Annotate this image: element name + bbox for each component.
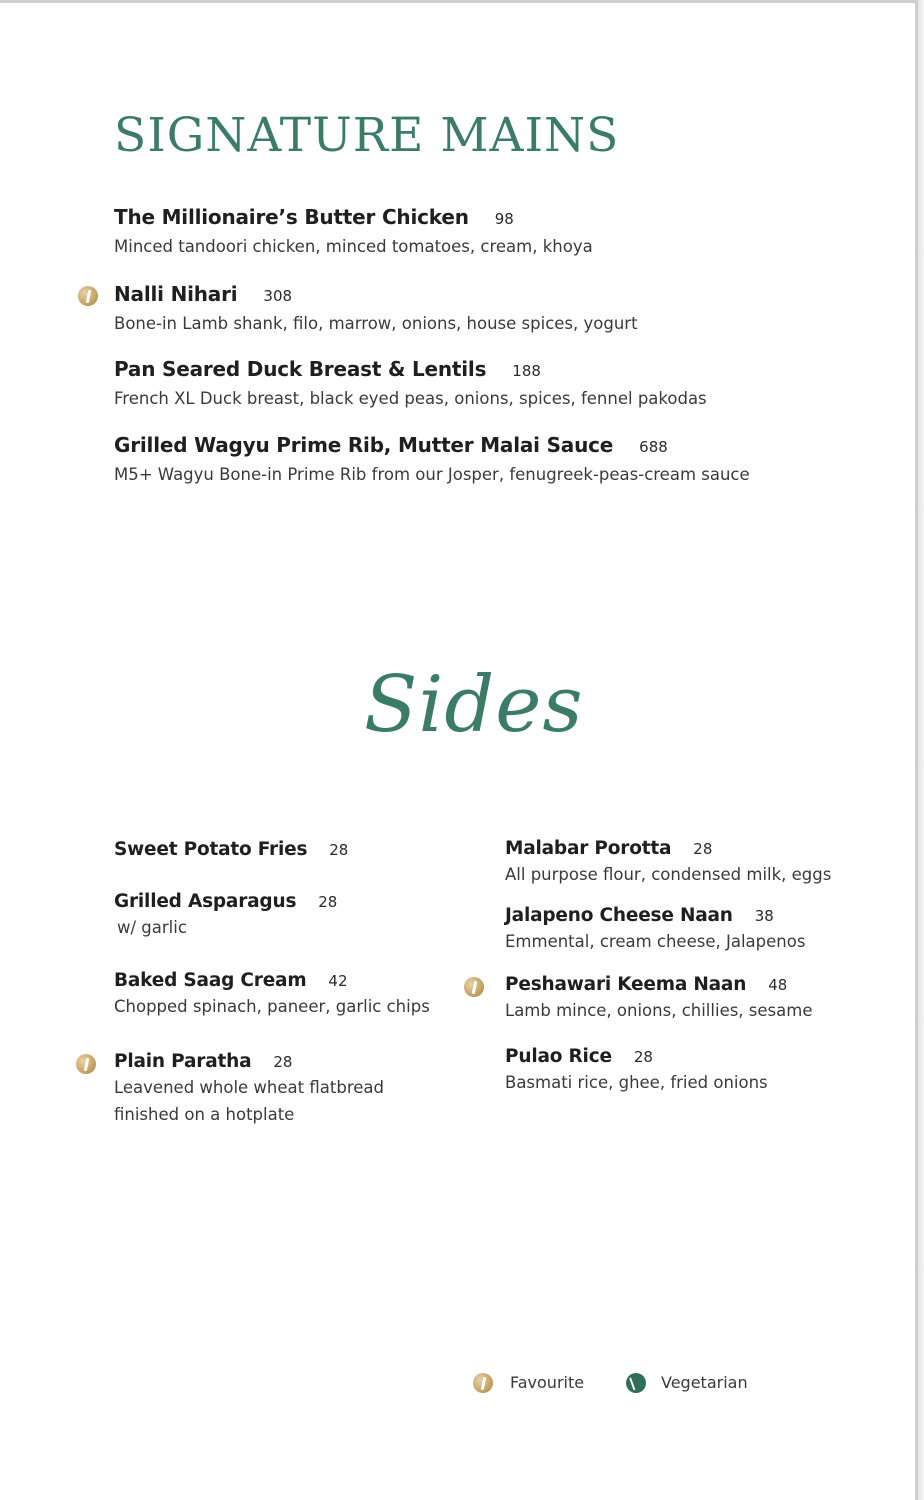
item-description-line-1: Leavened whole wheat flatbread	[114, 1078, 384, 1097]
side-item-malabar-porotta	[505, 838, 831, 888]
favourite-icon	[76, 1054, 96, 1074]
item-price: 28	[633, 1048, 653, 1066]
item-description: Lamb mince, onions, chillies, sesame	[505, 1001, 813, 1020]
item-name: The Millionaire’s Butter Chicken	[114, 205, 469, 229]
item-price: 38	[754, 907, 774, 925]
item-name: Malabar Porotta	[505, 838, 672, 859]
side-item-pulao-rice	[505, 1046, 768, 1096]
item-description: French XL Duck breast, black eyed peas, onions, spices, fennel pakodas	[114, 389, 707, 408]
item-price: 28	[318, 893, 338, 911]
item-name: Sweet Potato Fries	[114, 839, 308, 860]
menu-item-butter-chicken	[114, 205, 593, 260]
item-name: Pan Seared Duck Breast & Lentils	[114, 357, 487, 381]
item-price: 308	[263, 287, 293, 305]
menu-item-wagyu-prime-rib	[114, 433, 750, 488]
side-item-baked-saag-cream	[114, 970, 430, 1020]
item-name: Nalli Nihari	[114, 282, 238, 306]
side-item-peshawari-keema-naan	[505, 974, 812, 1024]
item-description: All purpose flour, condensed milk, eggs	[505, 865, 832, 884]
item-price: 28	[693, 840, 713, 858]
favourite-icon	[78, 286, 98, 306]
item-price: 98	[494, 210, 514, 228]
item-price: 28	[273, 1053, 293, 1071]
item-price: 48	[768, 976, 788, 994]
item-name: Peshawari Keema Naan	[505, 974, 747, 995]
vegetarian-icon	[626, 1373, 646, 1393]
menu-item-nalli-nihari	[114, 282, 638, 337]
side-item-sweet-potato-fries	[114, 839, 348, 860]
item-price: 28	[329, 841, 349, 859]
menu-item-duck-breast	[114, 357, 707, 412]
item-name: Grilled Asparagus	[114, 891, 297, 912]
signature-mains-title: SIGNATURE MAINS	[114, 108, 620, 163]
item-price: 688	[639, 438, 668, 456]
sides-title: Sides	[364, 660, 584, 750]
item-price: 42	[328, 972, 348, 990]
side-item-grilled-asparagus	[114, 891, 337, 941]
side-item-plain-paratha	[114, 1051, 384, 1128]
item-name: Pulao Rice	[505, 1046, 612, 1067]
item-price: 188	[512, 362, 541, 380]
item-name: Jalapeno Cheese Naan	[505, 905, 733, 926]
item-description: Bone-in Lamb shank, filo, marrow, onions, house spices, yogurt	[114, 314, 638, 333]
favourite-icon	[473, 1373, 493, 1393]
legend-favourite-label: Favourite	[510, 1373, 585, 1392]
favourite-icon	[464, 977, 484, 997]
item-description-line-2: finished on a hotplate	[114, 1105, 295, 1124]
item-description: Basmati rice, ghee, fried onions	[505, 1073, 768, 1092]
item-name: Baked Saag Cream	[114, 970, 307, 991]
side-item-jalapeno-cheese-naan	[505, 905, 805, 955]
item-description: Emmental, cream cheese, Jalapenos	[505, 932, 806, 951]
item-description: w/ garlic	[117, 918, 187, 937]
item-description: M5+ Wagyu Bone-in Prime Rib from our Josper, fenugreek-peas-cream sauce	[114, 465, 750, 484]
item-description: Minced tandoori chicken, minced tomatoes, cream, khoya	[114, 237, 593, 256]
item-name: Plain Paratha	[114, 1051, 252, 1072]
page-edge-shadow	[918, 0, 924, 1500]
item-name: Grilled Wagyu Prime Rib, Mutter Malai Sauce	[114, 433, 614, 457]
legend-vegetarian-label: Vegetarian	[661, 1373, 748, 1392]
item-description: Chopped spinach, paneer, garlic chips	[114, 997, 430, 1016]
